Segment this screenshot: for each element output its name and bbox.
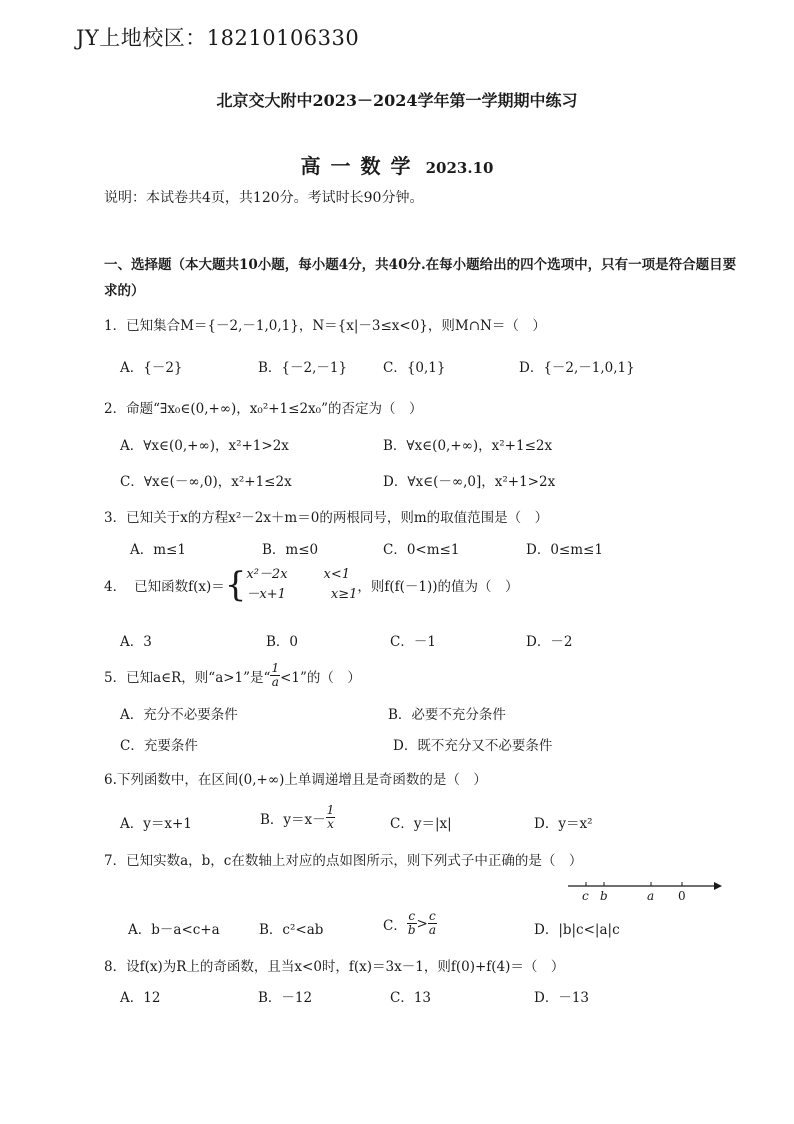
- question-number: 5．: [104, 669, 127, 686]
- q8-option-a: A．12: [120, 990, 161, 1006]
- axis-label-0: 0: [678, 889, 686, 903]
- piece-expr-1: x²－2x: [246, 567, 288, 582]
- question-number: 6.: [104, 772, 117, 788]
- question-number: 7．: [104, 853, 127, 869]
- q8-option-d: D．－13: [534, 990, 590, 1006]
- exam-date: 2023.10: [425, 159, 494, 177]
- fraction-1-over-a: [270, 662, 280, 689]
- number-line-figure: [566, 876, 726, 904]
- question-6: [104, 768, 487, 788]
- question-number: 3．: [104, 510, 127, 526]
- piece-cond-1: x<1: [323, 567, 351, 582]
- frac-numerator: 1: [271, 661, 280, 675]
- q1-option-c: C．{0,1}: [383, 360, 446, 376]
- question-stem-suffix: ，则f(f(－1))的值为（ ）: [357, 579, 519, 595]
- q4-option-c: C．－1: [390, 634, 436, 650]
- q3-option-d: D．0≤m≤1: [526, 542, 603, 558]
- question-stem: 下列函数中，在区间(0,+∞)上单调递增且是奇函数的是（ ）: [116, 772, 487, 788]
- piecewise-function: [246, 565, 357, 605]
- q5-option-a: A．充分不必要条件: [120, 707, 238, 723]
- axis-label-a: a: [647, 889, 655, 903]
- piecewise-brace: {: [224, 565, 247, 605]
- q2-option-c: C．∀x∈(－∞,0)，x²+1≤2x: [120, 474, 292, 490]
- q7-option-c-label: C．: [383, 917, 407, 934]
- frac-denominator: x: [327, 817, 334, 831]
- piece-cond-2: x≥1: [330, 587, 358, 602]
- q5-option-b: B．必要不充分条件: [388, 707, 506, 723]
- question-8: [104, 955, 564, 975]
- frac-numerator: c: [429, 909, 436, 923]
- q6-option-d: D．y＝x²: [534, 816, 593, 832]
- question-stem: 已知关于x的方程x²－2x＋m＝0的两根同号，则m的取值范围是（ ）: [126, 510, 549, 526]
- q6-option-a: A．y＝x+1: [120, 816, 192, 832]
- question-number: 2．: [104, 401, 127, 417]
- question-7: [104, 849, 582, 869]
- frac-denominator: a: [271, 675, 279, 689]
- question-stem-prefix: 已知a∈R，则“a>1”是“: [126, 669, 271, 686]
- frac-denominator: b: [407, 923, 416, 937]
- fraction-1-over-x: [326, 804, 336, 831]
- q1-option-a: A．{－2}: [120, 360, 183, 376]
- q3-option-b: B．m≤0: [262, 542, 319, 558]
- frac-denominator: a: [428, 923, 436, 937]
- question-3: [104, 506, 548, 526]
- q4-option-a: A．3: [120, 634, 152, 650]
- subject-line: [0, 150, 794, 179]
- greater-than-sign: >: [416, 915, 428, 932]
- subject-title: 高一数学: [300, 154, 421, 178]
- q2-option-d: D．∀x∈(－∞,0]，x²+1>2x: [383, 474, 556, 490]
- exam-note: 说明：本试卷共4页，共120分。考试时长90分钟。: [104, 190, 424, 206]
- q7-option-a: A．b－a<c+a: [128, 922, 220, 938]
- q3-option-c: C．0<m≤1: [383, 542, 460, 558]
- question-5: [104, 662, 361, 689]
- question-stem-suffix: <1”的（ ）: [280, 669, 361, 686]
- q6-option-b: [260, 804, 335, 831]
- q1-option-d: D．{－2,－1,0,1}: [519, 360, 635, 376]
- q4-option-b: B．0: [266, 634, 299, 650]
- q2-option-a: A．∀x∈(0,+∞)，x²+1>2x: [120, 438, 289, 454]
- axis-label-b: b: [600, 889, 608, 903]
- exam-title: 北京交大附中2023－2024学年第一学期期中练习: [216, 91, 578, 110]
- q1-option-b: B．{－2,－1}: [258, 360, 348, 376]
- number-line-arrow: [714, 882, 722, 890]
- question-2: [104, 397, 422, 417]
- piece-expr-2: －x+1: [246, 587, 286, 602]
- q7-option-c: [383, 910, 437, 937]
- question-4: [104, 565, 519, 605]
- q5-option-c: C．充要条件: [120, 738, 198, 754]
- contact-header: JY上地校区：18210106330: [76, 26, 360, 50]
- question-number: 1．: [104, 318, 127, 334]
- frac-numerator: c: [408, 909, 416, 923]
- question-number: 4．: [104, 579, 127, 595]
- question-stem: 已知集合M＝{－2,－1,0,1}，N＝{x|－3≤x<0}，则M∩N＝（ ）: [126, 318, 546, 334]
- question-stem: 设f(x)为R上的奇函数，且当x<0时，f(x)＝3x－1，则f(0)+f(4)＝（ ）: [126, 959, 565, 975]
- axis-label-c: c: [582, 889, 589, 903]
- question-stem-prefix: 已知函数f(x)＝: [134, 579, 225, 595]
- q3-option-a: A．m≤1: [130, 542, 186, 558]
- question-number: 8．: [104, 959, 127, 975]
- question-stem: 命题“∃x₀∈(0,+∞)，x₀²+1≤2x₀”的否定为（ ）: [126, 401, 423, 417]
- section-title: 一、选择题（本大题共10小题，每小题4分，共40分.在每小题给出的四个选项中，只有一项是符合题目要求的）: [104, 257, 737, 299]
- q8-option-b: B．－12: [258, 990, 313, 1006]
- q8-option-c: C．13: [390, 990, 432, 1006]
- fraction-c-over-a: [428, 910, 437, 937]
- q7-option-b: B．c²<ab: [259, 922, 324, 938]
- question-stem: 已知实数a，b，c在数轴上对应的点如图所示，则下列式子中正确的是（ ）: [126, 853, 583, 869]
- question-1: [104, 314, 546, 334]
- frac-numerator: 1: [326, 803, 335, 817]
- q5-option-d: D．既不充分又不必要条件: [393, 738, 553, 754]
- fraction-c-over-b: [407, 910, 417, 937]
- q4-option-d: D．－2: [526, 634, 573, 650]
- q2-option-b: B．∀x∈(0,+∞)，x²+1≤2x: [383, 438, 553, 454]
- q6-option-b-text: B．y＝x－: [260, 811, 326, 828]
- q7-option-d: D．|b|c<|a|c: [534, 922, 620, 938]
- q6-option-c: C．y＝|x|: [390, 816, 452, 832]
